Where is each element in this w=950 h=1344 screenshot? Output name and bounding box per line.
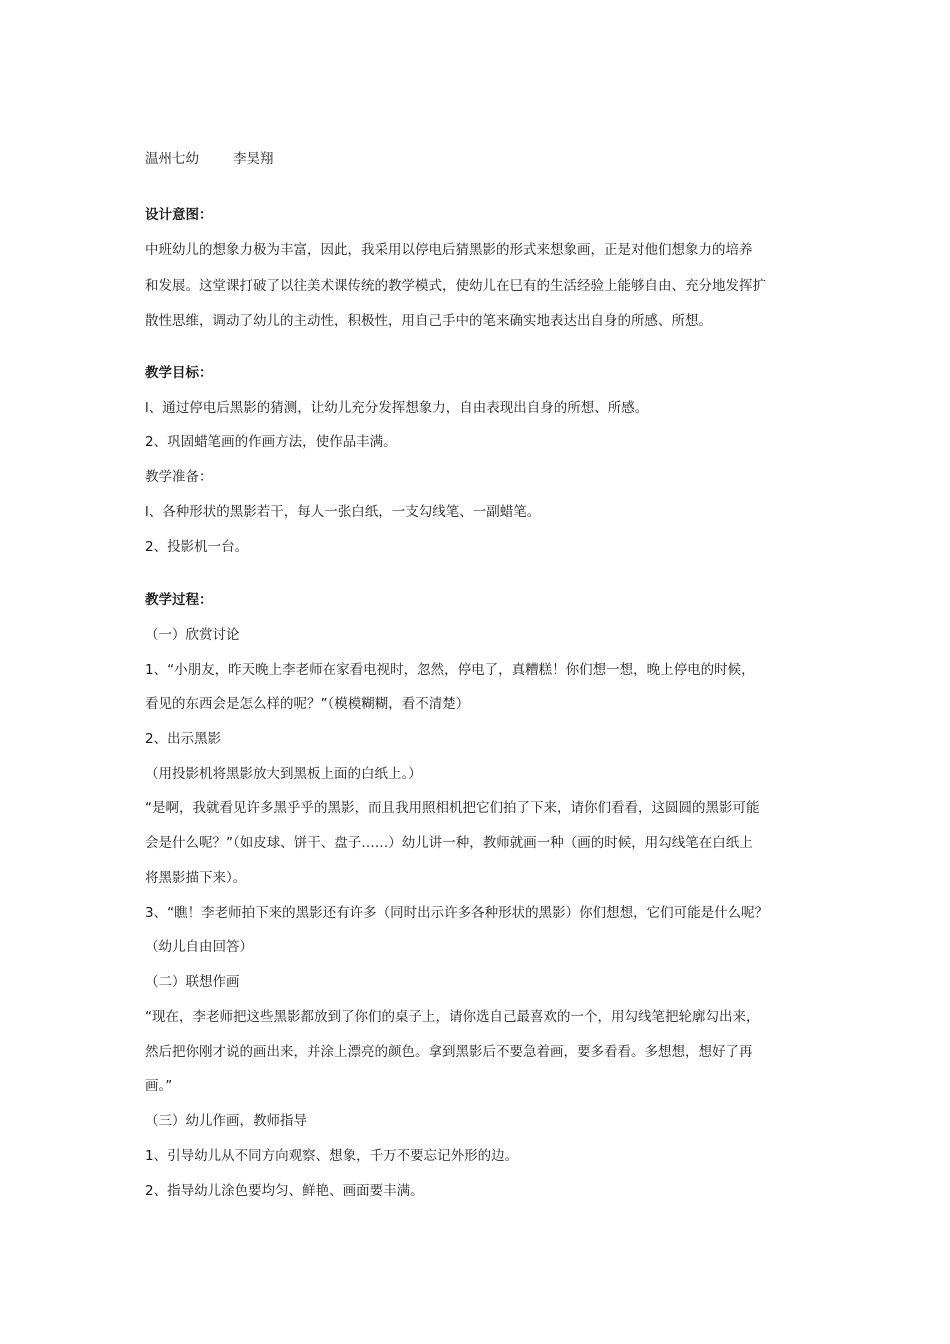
process-line: 2、指导幼儿涂色要均匀、鲜艳、画面要丰满。 xyxy=(145,1183,424,1199)
process-line: 画。” xyxy=(145,1078,173,1094)
process-line: （用投影机将黑影放大到黑板上面的白纸上。） xyxy=(145,766,422,782)
process-line: “现在，李老师把这些黑影都放到了你们的桌子上，请你选自己最喜欢的一个，用勾线笔把轮廓勾出来， xyxy=(145,1009,760,1025)
design-heading: 设计意图： xyxy=(145,207,213,223)
goal-item: 2、巩固蜡笔画的作画方法，使作品丰满。 xyxy=(145,434,397,450)
process-line: 1、“小朋友，昨天晚上李老师在家看电视时，忽然，停电了，真糟糕！你们想一想，晚上停电的时候， xyxy=(145,662,755,678)
process-line: 3、“瞧！李老师拍下来的黑影还有许多（同时出示许多各种形状的黑影）你们想想，它们可能是什么呢？ xyxy=(145,905,769,921)
process-line: （一）欣赏讨论 xyxy=(145,627,240,643)
design-paragraph-line: 中班幼儿的想象力极为丰富，因此，我采用以停电后猜黑影的形式来想象画，正是对他们想象力的培养 xyxy=(145,242,753,258)
goals-heading: 教学目标： xyxy=(145,365,213,381)
process-line: 看见的东西会是怎么样的呢？”（模模糊糊，看不清楚） xyxy=(145,696,470,712)
prep-heading: 教学准备： xyxy=(145,469,213,485)
design-paragraph-line: 散性思维，调动了幼儿的主动性，积极性，用自己手中的笔来确实地表达出自身的所感、所想。 xyxy=(145,313,712,329)
process-line: （幼儿自由回答） xyxy=(145,939,253,955)
process-line: （三）幼儿作画，教师指导 xyxy=(145,1113,307,1129)
process-line: （二）联想作画 xyxy=(145,974,240,990)
process-line: 2、出示黑影 xyxy=(145,731,222,747)
school-name: 温州七幼 xyxy=(145,151,199,167)
design-paragraph-line: 和发展。这堂课打破了以往美术课传统的教学模式，使幼儿在巳有的生活经验上能够自由、充分地发挥扩 xyxy=(145,278,766,294)
prep-item: l、各种形状的黑影若干，每人一张白纸，一支勾线笔、一副蜡笔。 xyxy=(145,504,541,520)
process-line: 将黑影描下来）。 xyxy=(145,870,247,886)
author-name: 李昊翔 xyxy=(233,151,274,167)
prep-item: 2、投影机一台。 xyxy=(145,539,249,555)
process-line: 会是什么呢？”（如皮球、饼干、盘子……）幼儿讲一种，教师就画一种（画的时候，用勾线笔在白纸上 xyxy=(145,835,753,851)
process-line: “是啊，我就看见许多黑乎乎的黑影，而且我用照相机把它们拍了下来，请你们看看，这圆圆的黑影可能 xyxy=(145,800,760,816)
goal-item: l、通过停电后黑影的猜测，让幼儿充分发挥想象力，自由表现出自身的所想、所感。 xyxy=(145,400,649,416)
author-line xyxy=(145,149,815,169)
process-line: 然后把你刚才说的画出来，并涂上漂亮的颜色。拿到黑影后不要急着画，要多看看。多想想，想好了再 xyxy=(145,1044,753,1060)
process-line: 1、引导幼儿从不同方向观察、想象，千万不要忘记外形的边。 xyxy=(145,1148,519,1164)
process-heading: 教学过程： xyxy=(145,592,213,608)
